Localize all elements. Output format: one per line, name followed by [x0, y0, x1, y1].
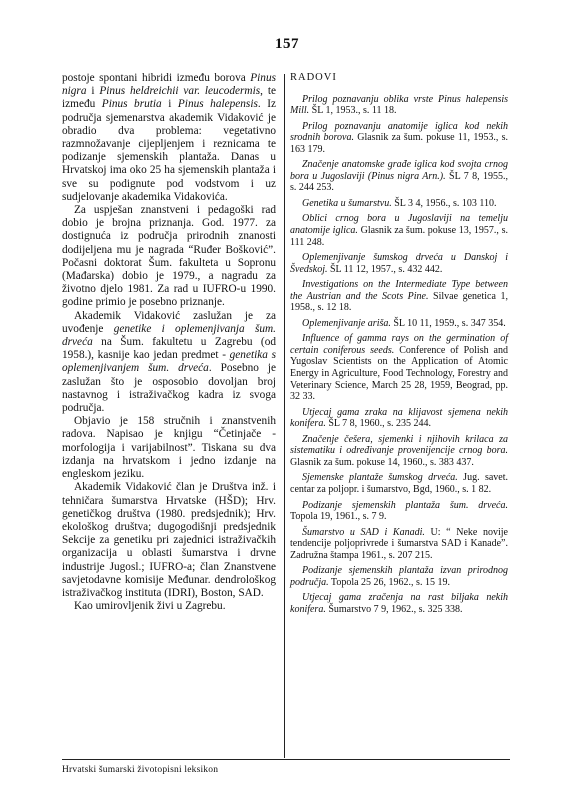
paragraph-4: [62, 415, 276, 481]
text-run-italic: genetike i oplemenjivanja šum. drveća: [62, 322, 277, 349]
reference-item: [290, 198, 508, 210]
text-run: . Posebno je zaslužan što je osposobio dovoljan broj nastavnog i istraživačkog kadra iz svoga područja.: [62, 362, 276, 415]
text-run: , te između: [62, 85, 276, 111]
reference-item: [290, 159, 508, 194]
reference-item: [290, 279, 508, 314]
text-run-italic: Pinus halepensis: [177, 98, 258, 111]
reference-item: [290, 407, 508, 430]
column-divider: [284, 74, 285, 758]
reference-details: Šumarstvo 7 9, 1962., s. 325 338.: [325, 603, 463, 615]
reference-details: Conference of Polish and Yugoslav Scientists on the Application of Atomic Energy in Agriculture, Food Technology, Forestry and Veterinary Science, March 25 28, 1959, Beograd, pp. 32 33.: [290, 344, 508, 403]
reference-title: Značenje češera, sjemenki i njihovih krilaca za sistematiku i određivanje provenijencije crnog bora.: [290, 433, 508, 457]
footer-rule: [62, 759, 510, 760]
reference-details: ŠL 11 12, 1957., s. 432 442.: [327, 263, 443, 275]
text-run-italic: Pinus nigra: [62, 72, 276, 98]
text-run: . Iz područja sjemenarstva akademik Vidaković je obradio dva problema: vegetativno razmnožavanje cijepljenjem i reznicama te podizanje sjemenskih plantaža. Danas u Hrvatskoj ima oko 25 ha sjemenskih plantaža i sve su podignute pod vodstvom i uz sudjelovanje akademika Vidakovića.: [62, 98, 277, 203]
reference-details: ŠL 7 8, 1960., s. 235 244.: [325, 418, 432, 430]
reference-details: Jug. savet. centar za poljopr. i šumarstvo, Bgd, 1960., s. 1 82.: [290, 472, 508, 495]
reference-details: Topola 19, 1961., s. 7 9.: [290, 511, 387, 523]
footer-title: Hrvatski šumarski životopisni leksikon: [62, 765, 219, 775]
works-heading: RADOVI: [290, 72, 337, 83]
reference-title: Prilog poznavanju anatomije iglica kod nekih srodnih borova.: [290, 120, 508, 144]
reference-title: Podizanje sjemenskih plantaža šum. drveća.: [302, 499, 508, 511]
reference-item: [290, 592, 508, 615]
text-run: i: [86, 85, 100, 98]
reference-item: [290, 565, 508, 588]
biography-column: [62, 72, 276, 613]
reference-title: Utjecaj gama zračenja na rast biljaka nekih konifera.: [290, 592, 508, 615]
text-run: i: [161, 98, 178, 111]
reference-item: [290, 94, 508, 117]
page-number: 157: [275, 36, 299, 52]
reference-details: Glasnik za šum. pokuse 14, 1960., s. 383 437.: [290, 456, 474, 468]
paragraph-3: [62, 310, 276, 416]
reference-details: ŠL 3 4, 1956., s. 103 110.: [391, 197, 497, 209]
reference-list: [290, 94, 508, 616]
reference-title: Genetika u šumarstvu.: [302, 197, 392, 209]
reference-item: [290, 333, 508, 402]
reference-item: [290, 472, 508, 495]
reference-details: Topola 25 26, 1962., s. 15 19.: [328, 576, 450, 588]
reference-title: Utjecaj gama zraka na klijavost sjemena nekih konifera.: [290, 406, 508, 430]
reference-item: [290, 252, 508, 275]
paragraph-6: [62, 600, 276, 613]
text-run-italic: Pinus heldreichii var. leucodermis: [99, 85, 261, 98]
reference-details: ŠL 7 8, 1955., s. 244 253.: [290, 170, 508, 194]
works-column: [290, 72, 508, 619]
reference-item: [290, 213, 508, 248]
reference-details: Glasnik za šum. pokuse 11, 1953., s. 163 179.: [290, 132, 508, 155]
reference-title: Prilog poznavanju oblika vrste Pinus halepensis Mill.: [290, 93, 508, 117]
text-run: Akademik Vidaković zaslužan je za uvođenje: [62, 309, 276, 335]
reference-details: U: “ Neke novije tendencije poljoprivrede i šumarstva SAD i Kanade”. Zadružna štampa 1961., s. 207 215.: [290, 526, 508, 561]
reference-details: ŠL 10 11, 1959., s. 347 354.: [390, 317, 506, 329]
reference-item: [290, 318, 508, 330]
text-run: postoje spontani hibridi između borova: [62, 72, 251, 84]
reference-title: Investigations on the Intermediate Type between the Austrian and the Scots Pine.: [290, 279, 508, 302]
reference-title: Sjemenske plantaže šumskog drveća.: [302, 472, 458, 484]
reference-title: Oblici crnog bora u Jugoslaviji na temelju anatomije iglica.: [290, 213, 508, 237]
paragraph-5: [62, 481, 276, 600]
paragraph-1: [62, 72, 276, 204]
reference-item: [290, 121, 508, 156]
reference-details: Silvae genetica 1, 1958., s. 12 18.: [290, 290, 508, 314]
text-run-italic: genetika s oplemenjivanjem šum. drveća: [62, 349, 276, 375]
text-run: Kao umirovljenik živi u Zagrebu.: [74, 600, 226, 613]
reference-title: Oplemenjivanje ariša.: [302, 317, 391, 329]
reference-details: Glasnik za šum. pokuse 13, 1957., s. 111 248.: [290, 225, 508, 248]
paragraph-2: [62, 204, 276, 310]
reference-item: [290, 527, 508, 562]
text-run: Objavio je 158 stručnih i znanstvenih radova. Napisao je knjigu “Četinjače - morfologija i varijabilnost”. Tiskana su dva izdanja na hrvatskom i jedno izdanje na engleskom jeziku.: [62, 415, 276, 481]
text-run: na Šum. fakultetu u Zagrebu (od 1958.), kasnije kao jedan predmet -: [62, 336, 276, 362]
reference-title: Oplemenjivanje šumskog drveća u Danskoj i Švedskoj.: [290, 252, 508, 275]
reference-title: Influence of gamma rays on the germination of certain coniferous seeds.: [290, 333, 508, 356]
reference-title: Značenje anatomske građe iglica kod svojta crnog bora u Jugoslaviji (Pinus nigra Arn.).: [290, 159, 508, 182]
text-run: Akademik Vidaković član je Društva inž. i tehničara šumarstva Hrvatske (HŠD); Hrv. genetičkog društva (1980. predsjednik); Hrv. ekološkog društva; dugogodišnji predsjednik Sekcije za genetiku pri zajednici istraživačkih organizacija u oblasti šumarstva i drvne industrije Jugosl.; IUFRO-a; član Znanstvene savjetodavne komisije Međunar. dendrološkog istraživačkog instituta (IDRI), Boston, SAD.: [62, 481, 276, 599]
reference-details: ŠL 1, 1953., s. 11 18.: [309, 105, 397, 117]
text-run: Za uspješan znanstveni i pedagoški rad dobio je brojna priznanja. God. 1977. za dostignuća iz područja prirodnih znanosti dodijeljena mu je nagrada “Ruđer Bošković”. Počasni doktorat Šum. fakulteta u Sopronu (Mađarska) dobio je 1979., a nagradu za životno djelo 1981. Za rad u IUFRO-u 1990. godine primio je posebno priznanje.: [62, 204, 276, 309]
text-run-italic: Pinus brutia: [101, 98, 162, 111]
reference-item: [290, 434, 508, 469]
reference-title: Šumarstvo u SAD i Kanadi.: [302, 526, 425, 538]
reference-item: [290, 500, 508, 523]
reference-title: Podizanje sjemenskih plantaža izvan prirodnog područja.: [290, 565, 508, 588]
